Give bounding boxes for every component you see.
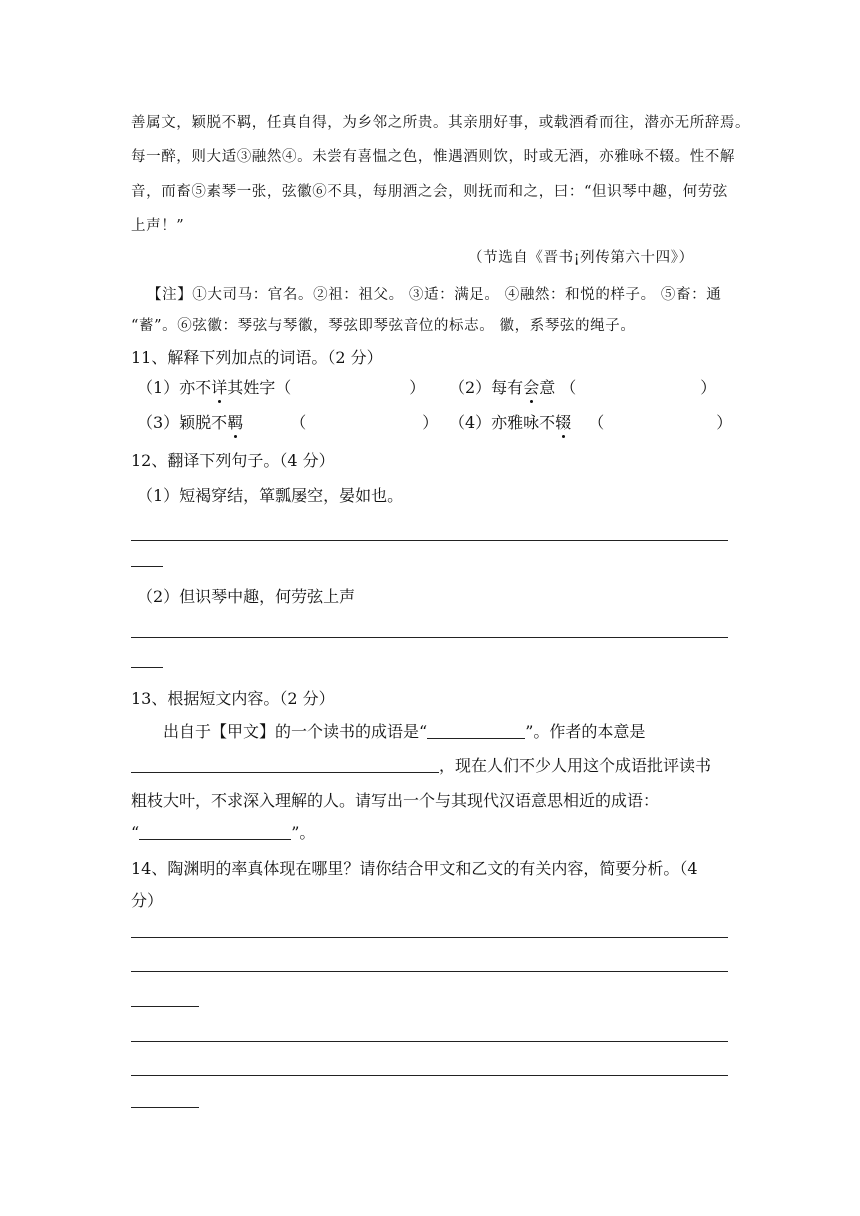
- q13-line-4: “ ”。: [131, 823, 316, 842]
- answer-line[interactable]: [131, 637, 728, 638]
- answer-line[interactable]: [131, 1006, 199, 1007]
- q14-title-line-1: 14、陶渊明的率真体现在哪里？请你结合甲文和乙文的有关内容，简要分析。（4: [131, 859, 698, 878]
- q13-line-2: ，现在人们不少人用这个成语批评读书: [131, 753, 711, 776]
- q11-item-2: （2）每有会意 （ ）: [449, 378, 717, 397]
- q11-item-3: （3）颖脱不羁 （ ）: [137, 413, 439, 432]
- idiom-blank[interactable]: [427, 722, 525, 739]
- passage-line-2: 每一醉，则大适③融然④。未尝有喜愠之色，惟遇酒则饮，时或无酒，亦雅咏不辍。性不解: [131, 149, 735, 165]
- answer-line[interactable]: [131, 1075, 728, 1076]
- answer-line[interactable]: [131, 1041, 728, 1042]
- answer-line[interactable]: [131, 937, 728, 938]
- passage-line-4: 上声！”: [131, 218, 185, 234]
- passage-line-1: 善属文，颖脱不羁，任真自得，为乡邻之所贵。其亲朋好事，或载酒肴而往，潜亦无所辞焉。: [131, 115, 751, 131]
- similar-idiom-blank[interactable]: [139, 823, 291, 840]
- dotted-char: 羁: [227, 413, 244, 432]
- q14-title-line-2: 分）: [131, 891, 164, 910]
- dotted-char: 详: [211, 378, 228, 397]
- q13-title: 13、根据短文内容。（2 分）: [131, 689, 335, 708]
- dotted-char: 会: [523, 378, 540, 397]
- passage-line-3: 音，而畜⑤素琴一张，弦徽⑥不具，每朋酒之会，则抚而和之，曰：“但识琴中趣，何劳弦: [131, 184, 728, 200]
- passage-source: （节选自《晋书¡列传第六十四》）: [468, 250, 694, 266]
- meaning-blank[interactable]: [131, 756, 439, 773]
- notes-line-1: 【注】①大司马：官名。②祖：祖父。 ③适：满足。 ④融然：和悦的样子。 ⑤畜：通: [147, 287, 722, 303]
- q13-line-3: 粗枝大叶，不求深入理解的人。请写出一个与其现代汉语意思相近的成语：: [131, 791, 660, 810]
- q13-line-1: 出自于【甲文】的一个读书的成语是“ ”。作者的本意是: [163, 722, 646, 741]
- q12-sentence-2: （2）但识琴中趣，何劳弦上声: [137, 587, 356, 606]
- notes-line-2: “蓄”。⑥弦徽：琴弦与琴徽，琴弦即琴弦音位的标志。 徽，系琴弦的绳子。: [131, 318, 636, 334]
- q11-item-1: （1）亦不详其姓字（ ）: [137, 378, 426, 397]
- answer-line[interactable]: [131, 667, 163, 668]
- q12-sentence-1: （1）短褐穿结，箪瓢屡空，晏如也。: [137, 486, 404, 505]
- dotted-char: 辍: [555, 413, 572, 432]
- answer-line[interactable]: [131, 971, 728, 972]
- q11-item-4: （4）亦雅咏不辍 （ ）: [449, 413, 733, 432]
- answer-line[interactable]: [131, 540, 728, 541]
- q12-title: 12、翻译下列句子。（4 分）: [131, 451, 335, 470]
- answer-line[interactable]: [131, 566, 163, 567]
- answer-line[interactable]: [131, 1107, 199, 1108]
- q11-title: 11、解释下列加点的词语。（2 分）: [131, 348, 383, 367]
